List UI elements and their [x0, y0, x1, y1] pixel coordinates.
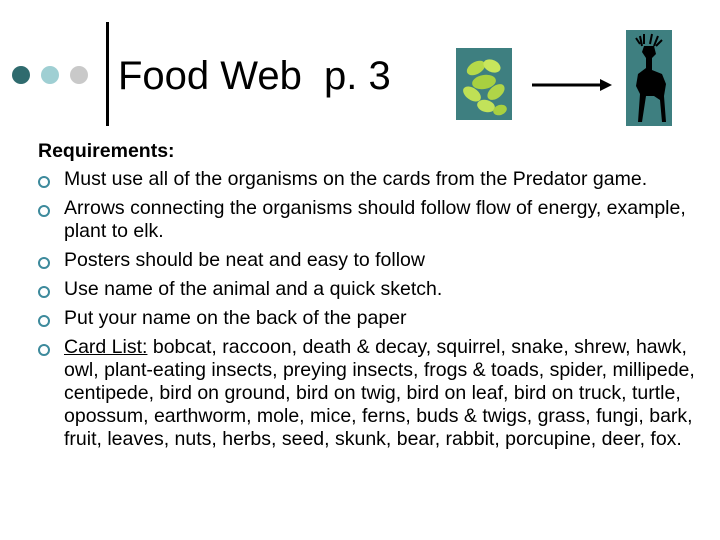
list-item [38, 197, 698, 243]
decorative-dots [12, 64, 92, 86]
dot-dark [12, 66, 30, 84]
deer-icon [626, 30, 672, 126]
list-item-card-list [38, 336, 698, 451]
requirements-list [38, 168, 698, 451]
bullet-icon [38, 257, 50, 269]
card-list-text: bobcat, raccoon, death & decay, squirrel, snake, shrew, hawk, owl, plant-eating insects, preying insects, frogs & toads, spider, millipede, centipede, bird on ground, bird on twig, bird on leaf, bird on truck, turtle, opossum, earthworm, mole, mice, ferns, buds & twigs, grass, fungi, bark, fruit, leaves, nuts, herbs, seed, skunk, bear, rabbit, porcupine, deer, fox. [64, 336, 695, 450]
plant-icon [456, 48, 512, 120]
list-item [38, 249, 698, 272]
list-item [38, 307, 698, 330]
title-divider [106, 22, 109, 126]
bullet-text: Must use all of the organisms on the cards from the Predator game. [64, 168, 648, 190]
bullet-icon [38, 205, 50, 217]
card-list-label: Card List: [64, 336, 148, 358]
slide-body [38, 140, 698, 457]
bullet-text: Arrows connecting the organisms should follow flow of energy, example, plant to elk. [64, 197, 686, 242]
dot-mid [41, 66, 59, 84]
bullet-text: Use name of the animal and a quick sketch. [64, 278, 443, 300]
bullet-icon [38, 315, 50, 327]
bullet-text: Posters should be neat and easy to follow [64, 249, 425, 271]
arrow-right-icon [530, 75, 614, 95]
bullet-text: Put your name on the back of the paper [64, 307, 407, 329]
requirements-heading: Requirements: [38, 140, 175, 162]
list-item [38, 278, 698, 301]
bullet-icon [38, 286, 50, 298]
list-item [38, 168, 698, 191]
bullet-icon [38, 344, 50, 356]
page-title: Food Web p. 3 [118, 54, 391, 98]
dot-light [70, 66, 88, 84]
bullet-icon [38, 176, 50, 188]
